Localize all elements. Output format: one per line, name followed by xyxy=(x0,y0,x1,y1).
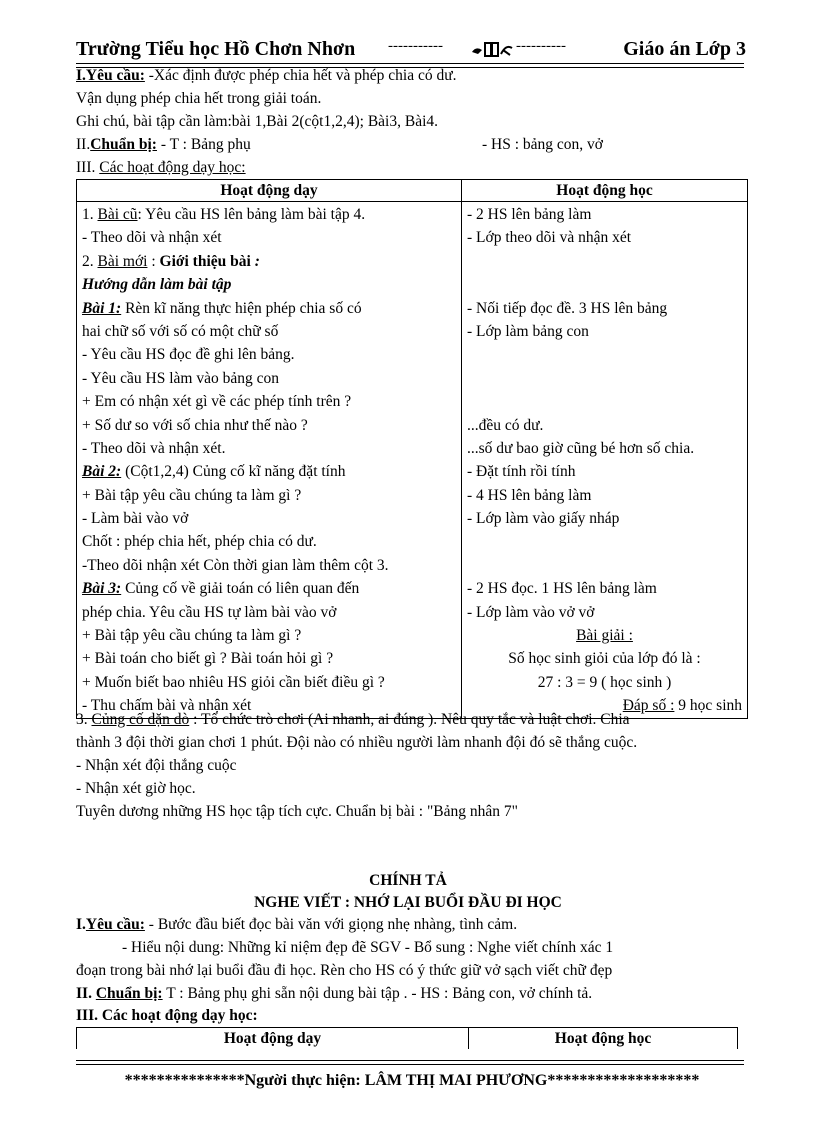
col-learning-header: Hoạt động học xyxy=(462,180,748,202)
lesson2-table-header-row xyxy=(77,1028,738,1050)
learning-line xyxy=(467,390,742,413)
footer-rule xyxy=(76,1060,744,1065)
requirements-line xyxy=(76,66,457,86)
teaching-line xyxy=(82,624,456,647)
answer-value: 9 học sinh xyxy=(674,697,742,715)
teaching-text: -Theo dõi nhận xét Còn thời gian làm thêm cột 3. xyxy=(82,556,389,574)
solution-text: 27 : 3 = 9 ( học sinh ) xyxy=(537,673,672,691)
teaching-line xyxy=(82,437,456,460)
teaching-line xyxy=(82,414,456,437)
table-header-row xyxy=(77,180,748,202)
lesson2-subject: CHÍNH TẢ xyxy=(369,872,447,889)
teaching-text: + Bài tập yêu cầu chúng ta làm gì ? xyxy=(82,486,302,504)
learning-line xyxy=(467,203,742,226)
teaching-line xyxy=(82,577,456,600)
activities-label: Các hoạt động dạy học: xyxy=(99,159,246,176)
teaching-line xyxy=(82,226,456,249)
activities-number: III. xyxy=(76,159,100,176)
lesson2-preparation xyxy=(76,984,592,1004)
col-teaching-header: Hoạt động dạy xyxy=(77,180,462,202)
lesson2-col-teaching-header: Hoạt động dạy xyxy=(77,1028,469,1050)
learning-line xyxy=(467,297,742,320)
teaching-section-label: Bài mới xyxy=(97,252,148,270)
teaching-line xyxy=(82,554,456,577)
exercise-label: Bài 3: xyxy=(82,580,122,598)
teaching-number: 2. xyxy=(82,252,98,270)
lesson2-activities-heading: III. Các hoạt động dạy học: xyxy=(76,1007,258,1024)
teaching-text: + Bài tập yêu cầu chúng ta làm gì ? xyxy=(82,627,302,645)
teaching-line xyxy=(82,647,456,670)
teaching-text: hai chữ số với số có một chữ số xyxy=(82,322,279,340)
consolidation-line-2: thành 3 đội thời gian chơi 1 phút. Đội nào có nhiều người làm nhanh đội đó sẽ thắng cuộc. xyxy=(76,734,638,751)
teaching-text: - Yêu cầu HS làm vào bảng con xyxy=(82,369,279,387)
lesson2-req-line-2: - Hiểu nội dung: Những kỉ niệm đẹp đẽ SGV - Bổ sung : Nghe viết chính xác 1 xyxy=(122,939,614,956)
teaching-line xyxy=(82,343,456,366)
learning-text: - Nối tiếp đọc đề. 3 HS lên bảng xyxy=(467,299,668,317)
header-dashes-left: ----------- xyxy=(388,38,443,54)
teaching-line xyxy=(82,530,456,553)
learning-line xyxy=(467,367,742,390)
learning-line xyxy=(467,554,742,577)
solution-heading: Bài giải : xyxy=(576,627,633,645)
requirements-text: -Xác định được phép chia hết và phép chia có dư. xyxy=(144,67,457,84)
page-header xyxy=(76,38,746,64)
teaching-line xyxy=(82,460,456,483)
learning-line xyxy=(467,530,742,553)
consolidation-label: Củng cố dặn dò xyxy=(91,711,190,728)
learning-line xyxy=(467,601,742,624)
learning-text: - Lớp làm vào giấy nháp xyxy=(467,510,620,528)
teaching-bold-text: Giới thiệu bài xyxy=(159,252,251,270)
teaching-line xyxy=(82,273,456,296)
teaching-punct: : xyxy=(250,252,260,270)
teaching-text: - Thu chấm bài và nhận xét xyxy=(82,697,252,715)
learning-line xyxy=(467,647,742,670)
lesson2-activities-table xyxy=(76,1027,738,1049)
learning-text: - Lớp làm vào vở vở xyxy=(467,603,595,621)
activities-table xyxy=(76,179,748,719)
learning-text: - 4 HS lên bảng làm xyxy=(467,486,592,504)
learning-line xyxy=(467,273,742,296)
learning-line xyxy=(467,671,742,694)
teaching-text: Chốt : phép chia hết, phép chia có dư. xyxy=(82,533,317,551)
teaching-text: - Theo dõi và nhận xét xyxy=(82,229,222,247)
learning-text: - 2 HS lên bảng làm xyxy=(467,206,592,223)
preparation-teacher: - T : Bảng phụ xyxy=(156,136,251,153)
preparation-number: II. xyxy=(76,136,91,153)
teaching-line xyxy=(82,320,456,343)
consolidation-line-4: - Nhận xét giờ học. xyxy=(76,780,196,797)
teaching-text: - Theo dõi và nhận xét. xyxy=(82,439,226,457)
learning-line xyxy=(467,250,742,273)
answer-label: Đáp số : xyxy=(622,697,675,715)
learning-text: ...đều có dư. xyxy=(467,416,544,434)
teaching-text: - Yêu cầu HS đọc đề ghi lên bảng. xyxy=(82,346,295,364)
page-footer: ***************Người thực hiện: LÂM THỊ MAI PHƯƠNG******************* xyxy=(124,1072,700,1089)
lesson2-req-line-3: đoạn trong bài nhớ lại buổi đầu đi học. Rèn cho HS có ý thức giữ vở sạch viết chữ đẹp xyxy=(76,962,613,979)
teaching-subheading: Hướng dẫn làm bài tập xyxy=(82,276,232,294)
lesson2-requirements xyxy=(76,915,517,935)
teaching-line xyxy=(82,297,456,320)
teaching-line xyxy=(82,507,456,530)
teaching-text: : xyxy=(147,252,160,270)
teaching-text: - Làm bài vào vở xyxy=(82,510,189,528)
consolidation-line-3: - Nhận xét đội thắng cuộc xyxy=(76,757,237,774)
activities-heading xyxy=(76,158,246,178)
teaching-line xyxy=(82,484,456,507)
teaching-line xyxy=(82,250,456,273)
lesson2-req-text: - Bước đầu biết đọc bài văn với giọng nhẹ nhàng, tình cảm. xyxy=(144,916,518,933)
teaching-text: : Yêu cầu HS lên bảng làm bài tập 4. xyxy=(137,206,366,223)
consolidation-line xyxy=(76,710,630,730)
exercise-label: Bài 1: xyxy=(82,299,122,317)
learning-text: - Đặt tính rồi tính xyxy=(467,463,576,481)
lesson2-title: NGHE VIẾT : NHỚ LẠI BUỔI ĐẦU ĐI HỌC xyxy=(254,894,562,911)
learning-line xyxy=(467,437,742,460)
exercise-label: Bài 2: xyxy=(82,463,122,481)
consolidation-number: 3. xyxy=(76,711,92,728)
learning-line xyxy=(467,226,742,249)
teaching-text: Rèn kĩ năng thực hiện phép chia số có xyxy=(121,299,362,317)
learning-line xyxy=(467,507,742,530)
learning-line xyxy=(467,460,742,483)
requirements-label: I.Yêu cầu: xyxy=(76,67,145,84)
preparation-student: - HS : bảng con, vở xyxy=(482,136,603,153)
teaching-text: + Em có nhận xét gì về các phép tính trên ? xyxy=(82,393,352,411)
learning-line xyxy=(467,343,742,366)
preparation-line xyxy=(76,135,744,155)
exercise-note: Ghi chú, bài tập cần làm:bài 1,Bài 2(cột1,2,4); Bài3, Bài4. xyxy=(76,113,439,130)
learning-line xyxy=(467,484,742,507)
lesson2-req-number: I. xyxy=(76,916,86,933)
header-dashes-right: ---------- xyxy=(516,38,566,54)
consolidation-line-5: Tuyên dương những HS học tập tích cực. Chuẩn bị bài : "Bảng nhân 7" xyxy=(76,803,518,820)
teaching-activities-cell xyxy=(77,202,462,719)
consolidation-text: : Tổ chức trò chơi (Ai nhanh, ai đúng ). Nêu quy tắc và luật chơi. Chia xyxy=(189,711,630,728)
learning-line xyxy=(467,320,742,343)
teaching-number: 1. xyxy=(82,206,98,223)
learning-line xyxy=(467,624,742,647)
teaching-text: + Muốn biết bao nhiêu HS giỏi cần biết điều gì ? xyxy=(82,673,385,691)
teaching-line xyxy=(82,203,456,226)
teaching-text: + Bài toán cho biết gì ? Bài toán hỏi gì ? xyxy=(82,650,334,668)
grade-label: Giáo án Lớp 3 xyxy=(623,38,746,60)
lesson2-col-learning-header: Hoạt động học xyxy=(469,1028,738,1050)
teaching-line xyxy=(82,390,456,413)
teaching-line xyxy=(82,367,456,390)
requirements-line-2: Vận dụng phép chia hết trong giải toán. xyxy=(76,90,322,107)
table-body-row xyxy=(77,202,748,719)
learning-line xyxy=(467,577,742,600)
learning-text: - Lớp làm bảng con xyxy=(467,322,589,340)
teaching-text: + Số dư so với số chia như thế nào ? xyxy=(82,416,308,434)
teaching-text: (Cột1,2,4) Củng cố kĩ năng đặt tính xyxy=(121,463,346,481)
teaching-text: phép chia. Yêu cầu HS tự làm bài vào vở xyxy=(82,603,337,621)
teaching-text: Củng cố về giải toán có liên quan đến xyxy=(121,580,360,598)
school-name: Trường Tiểu học Hồ Chơn Nhơn xyxy=(76,38,356,60)
learning-text: - Lớp theo dõi và nhận xét xyxy=(467,229,632,247)
lesson2-req-label: Yêu cầu: xyxy=(85,916,145,933)
preparation-label: Chuẩn bị: xyxy=(90,136,157,153)
teaching-line xyxy=(82,601,456,624)
learning-text: ...số dư bao giờ cũng bé hơn số chia. xyxy=(467,439,695,457)
book-ornament-icon xyxy=(470,40,514,60)
lesson2-prep-text: T : Bảng phụ ghi sẵn nội dung bài tập . - HS : Bảng con, vở chính tả. xyxy=(162,985,593,1002)
learning-text: - 2 HS đọc. 1 HS lên bảng làm xyxy=(467,580,657,598)
learning-line xyxy=(467,414,742,437)
learning-activities-cell xyxy=(462,202,748,719)
solution-text: Số học sinh giỏi của lớp đó là : xyxy=(508,650,701,668)
teaching-section-label: Bài cũ xyxy=(97,206,138,223)
lesson2-prep-label: Chuẩn bị: xyxy=(95,985,163,1002)
lesson2-prep-number: II. xyxy=(76,985,96,1002)
teaching-line xyxy=(82,671,456,694)
